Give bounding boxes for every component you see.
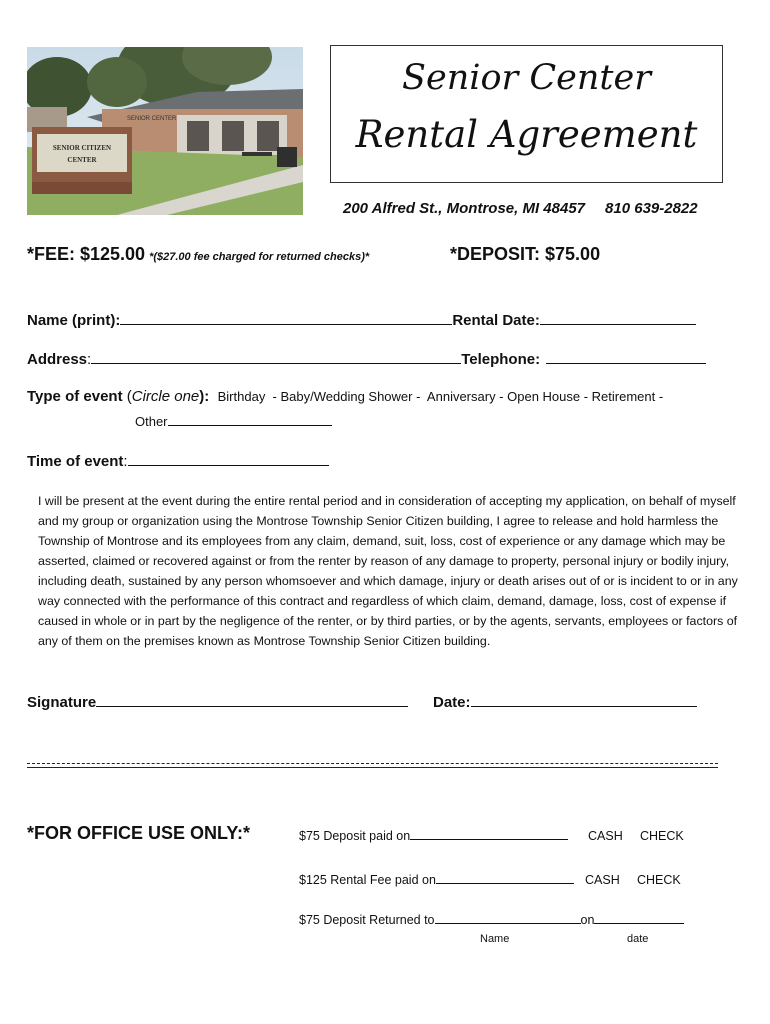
name-caption: Name xyxy=(480,933,510,945)
rental-fee-check[interactable]: CHECK xyxy=(637,873,681,887)
date-field[interactable] xyxy=(471,693,697,707)
signature-label: Signature xyxy=(27,694,97,711)
waiver-paragraph: I will be present at the event during the entire rental period and in consideration of accepting my application, on behalf of myself and my group or organization using the Montrose Township Senior Citizen building, I agree to release and hold harmless the Township of Montrose and its employees from any claim, demand, suit, loss, cost of experience or any damage which may be asserted, claimed or recovered against or from the renter by reason of any damage to property, personal injury or bodily injury, including death, sustained by any person whomsoever and which damage, injury or death arises out of or is incident to or in any way connected with the performance of this contract and regardless of which claim, demand, damage, loss, cost of expense if caused in whole or in part by the negligence of the renter, or by third parties, or by the agents, servants, employees or factors of any of them on the premises known as Montrose Township Senior Citizen building. xyxy=(38,494,738,648)
office-deposit-paid-row xyxy=(299,829,568,843)
rental-fee-paid-label: $125 Rental Fee paid on xyxy=(299,873,436,887)
name-row xyxy=(27,311,696,329)
deposit-amount: *DEPOSIT: $75.00 xyxy=(450,244,601,264)
fee-note: *($27.00 fee charged for returned checks)* xyxy=(149,251,370,263)
deposit-returned-label: $75 Deposit Returned to xyxy=(299,913,435,927)
address-field[interactable] xyxy=(91,350,461,364)
telephone-field[interactable] xyxy=(546,350,706,364)
deposit-paid-label: $75 Deposit paid on xyxy=(299,829,411,843)
name-field[interactable] xyxy=(120,311,452,325)
rental-date-label: Rental Date: xyxy=(452,312,540,329)
address-line xyxy=(343,200,698,217)
paren-close: ): xyxy=(199,388,210,405)
event-type-row xyxy=(27,388,663,405)
title-line-2: Rental Agreement xyxy=(355,113,698,156)
event-type-label: Type of event xyxy=(27,388,123,405)
title-box xyxy=(330,45,723,183)
event-type-options[interactable]: Birthday - Baby/Wedding Shower - Anniversary - Open House - Retirement - xyxy=(217,389,664,404)
deposit-paid-date-field[interactable] xyxy=(410,829,568,840)
time-field[interactable] xyxy=(128,452,329,466)
date-caption: date xyxy=(627,933,649,945)
signature-row xyxy=(27,693,408,711)
deposit-returned-name-field[interactable] xyxy=(435,913,581,924)
title-line-1: Senior Center xyxy=(402,58,651,98)
address-row xyxy=(27,350,706,368)
office-deposit-returned-row xyxy=(299,913,684,927)
deposit-paid-cash[interactable]: CASH xyxy=(588,829,623,843)
svg-text:CENTER: CENTER xyxy=(67,156,97,164)
rental-date-field[interactable] xyxy=(540,311,696,325)
signature-field[interactable] xyxy=(96,693,408,707)
center-address: 200 Alfred St., Montrose, MI 48457 xyxy=(343,200,586,217)
other-row xyxy=(135,414,332,429)
svg-text:SENIOR CITIZEN: SENIOR CITIZEN xyxy=(52,144,112,152)
on-label: on xyxy=(580,913,595,927)
date-row xyxy=(433,693,697,711)
senior-center-photo xyxy=(27,47,303,215)
name-label: Name (print): xyxy=(27,312,121,329)
svg-text:SENIOR CENTER: SENIOR CENTER xyxy=(127,116,177,122)
address-colon: : xyxy=(87,351,92,368)
deposit-paid-check[interactable]: CHECK xyxy=(640,829,684,843)
paren-open: ( xyxy=(122,388,132,405)
circle-one-label: Circle one xyxy=(131,388,200,405)
divider-dashed xyxy=(27,763,718,764)
office-use-heading: *FOR OFFICE USE ONLY:* xyxy=(27,823,251,843)
fee-line xyxy=(27,244,369,265)
fee-amount: *FEE: $125.00 xyxy=(27,244,146,264)
building-image xyxy=(27,47,303,215)
other-field[interactable] xyxy=(168,414,332,426)
telephone-label: Telephone: xyxy=(461,351,541,368)
rental-fee-cash[interactable]: CASH xyxy=(585,873,620,887)
rental-fee-paid-date-field[interactable] xyxy=(436,873,574,884)
divider-solid xyxy=(27,767,718,768)
time-label: Time of event xyxy=(27,453,124,470)
deposit-returned-date-field[interactable] xyxy=(594,913,684,924)
center-phone: 810 639-2822 xyxy=(605,200,698,217)
time-row xyxy=(27,452,329,470)
date-label: Date: xyxy=(433,694,471,711)
other-label: Other xyxy=(135,414,168,429)
address-label: Address xyxy=(27,351,88,368)
office-rental-fee-row xyxy=(299,873,574,887)
time-colon: : xyxy=(123,453,128,470)
